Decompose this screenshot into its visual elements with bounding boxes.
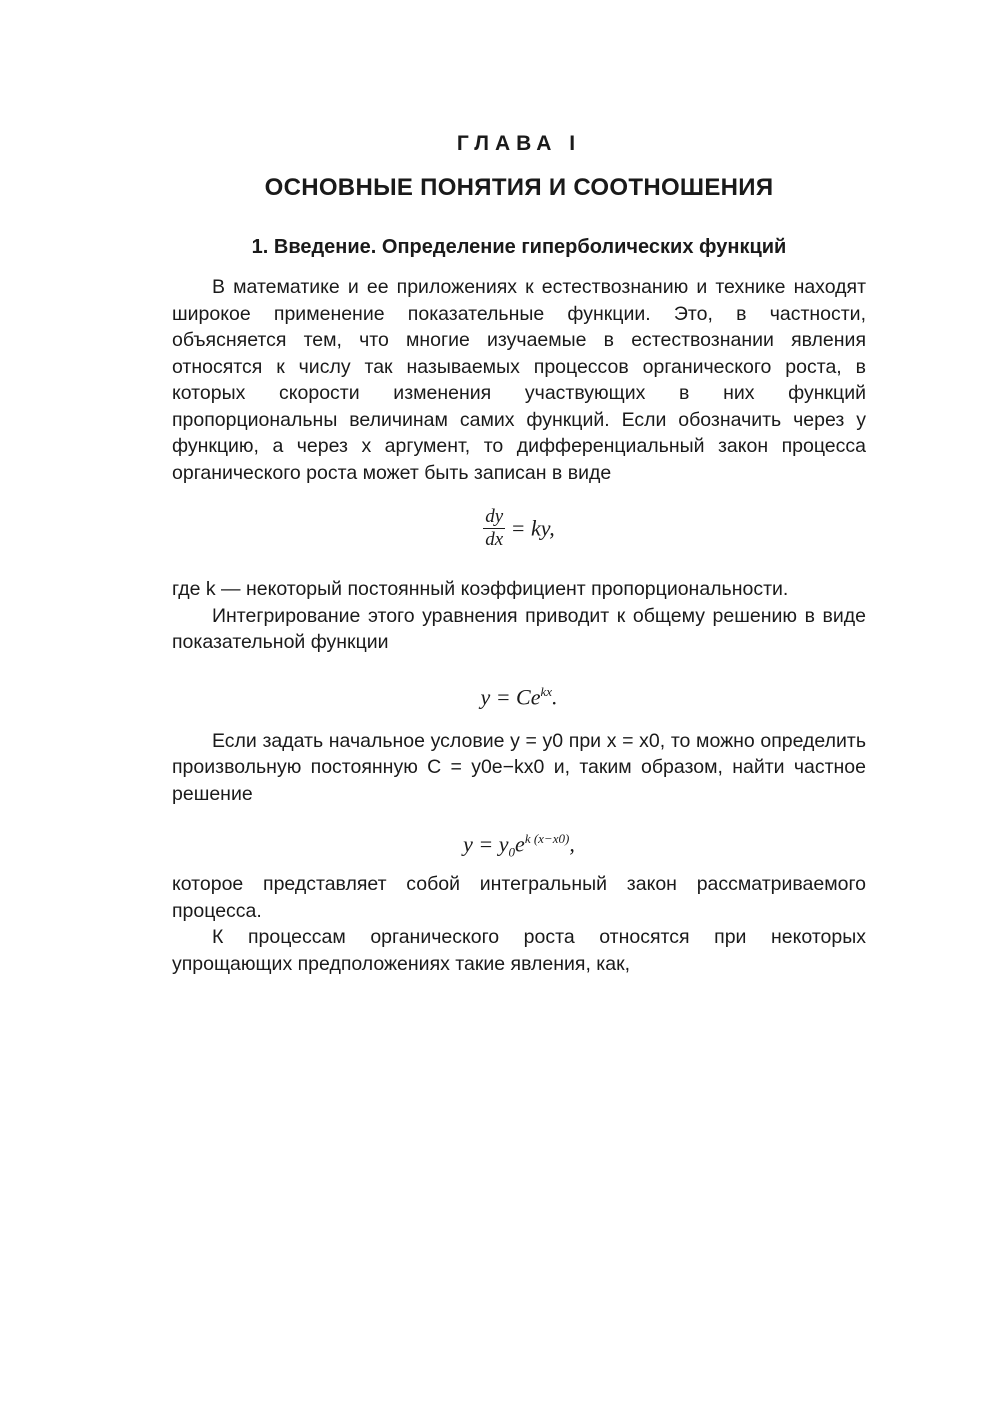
formula-base: y = y xyxy=(463,831,509,857)
fraction-denominator: dx xyxy=(485,529,504,550)
formula-differential-law xyxy=(172,506,866,562)
paragraph-initial-condition: Если задать начальное условие y = y0 при x = x0, то можно определить произвольную постоянную C = y0e−kx0 и, таким образом, найти частное решение xyxy=(172,729,866,805)
page-content xyxy=(172,120,866,977)
paragraph-intro: В математике и ее приложениях к естествознанию и технике находят широкое применение показательные функции. Это, в частности, объясняется тем, что многие изучаемые в естествознании явления относятся к числу так называемых процессов органического роста, в которых скорости изменения участвующих в них функций пропорциональны величинам самих функций. Если обозначить через y функцию, а через x аргумент, то дифференциальный закон процесса органического роста может быть записан в виде xyxy=(172,276,866,484)
paragraph-integral-law: которое представляет собой интегральный закон рассматриваемого процесса. xyxy=(172,873,866,922)
paragraph-coefficient: где k — некоторый постоянный коэффициент пропорциональности. xyxy=(172,578,789,600)
formula-right-side: = ky, xyxy=(510,515,555,541)
fraction-numerator: dy xyxy=(485,506,504,527)
formula-base: y = Ce xyxy=(480,683,541,709)
chapter-label: ГЛАВА I xyxy=(456,132,582,155)
section-title: 1. Введение. Определение гиперболических функций xyxy=(251,236,787,258)
chapter-title: ОСНОВНЫЕ ПОНЯТИЯ И СООТНОШЕНИЯ xyxy=(264,174,774,201)
formula-tail: , xyxy=(569,831,575,857)
formula-particular-solution xyxy=(172,817,866,861)
formula-general-solution xyxy=(172,670,866,714)
formula-exponent: k (x−x0) xyxy=(524,831,570,846)
formula-exponent: kx xyxy=(540,683,553,699)
formula-tail: . xyxy=(552,683,558,709)
paragraph-organic-growth: К процессам органического роста относятся при некоторых упрощающих предположениях такие явления, как, xyxy=(172,926,866,975)
paragraph-integration: Интегрирование этого уравнения приводит к общему решению в виде показательной функции xyxy=(172,604,866,653)
formula-e: e xyxy=(515,831,525,857)
fraction-dy-dx xyxy=(483,506,505,551)
formula-subscript: 0 xyxy=(508,844,516,860)
